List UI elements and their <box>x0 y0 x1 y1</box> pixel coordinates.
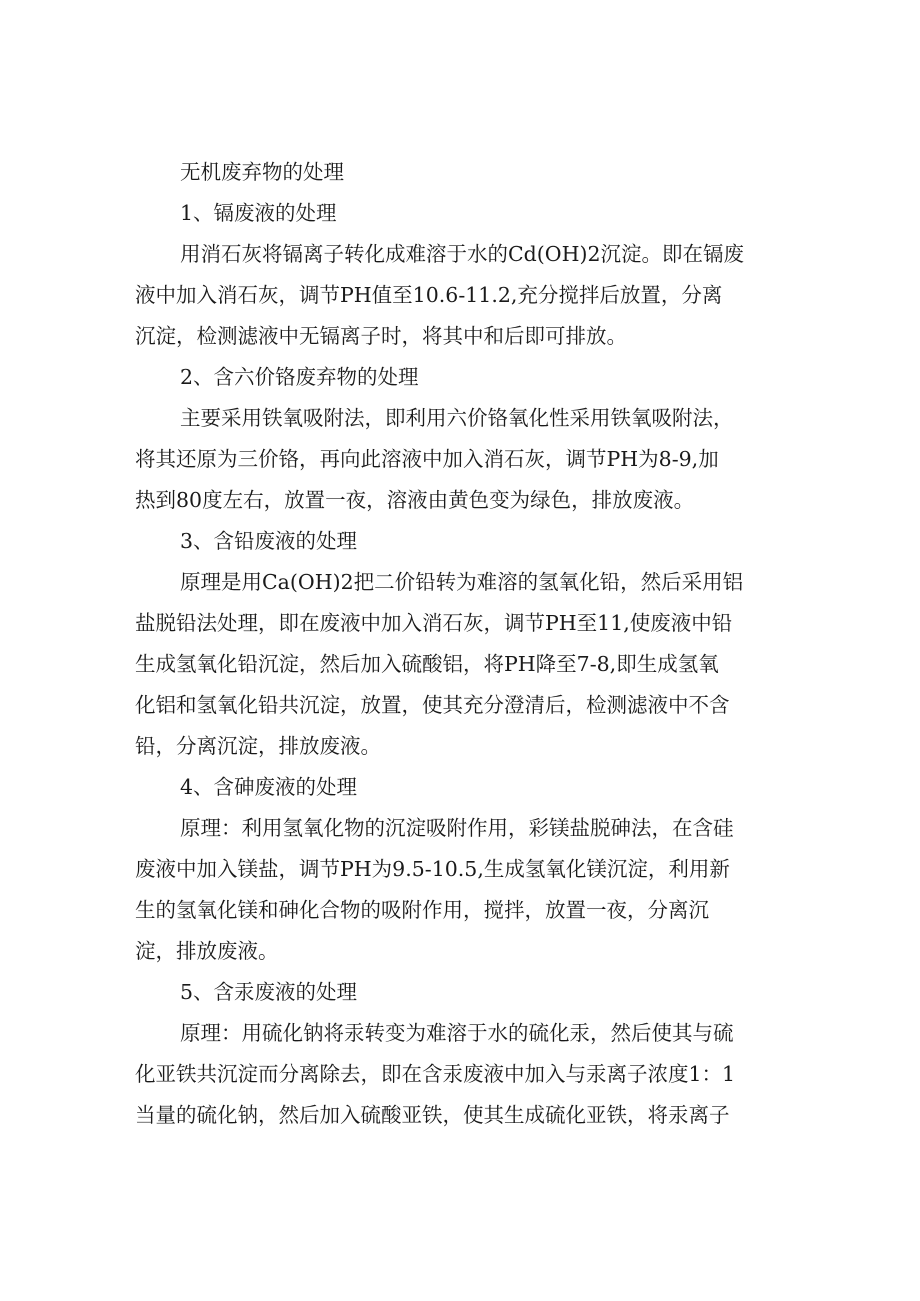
paragraph-line: 盐脱铅法处理，即在废液中加入消石灰，调节PH至11,使废液中铅 <box>135 611 733 635</box>
paragraph-line: 原理：利用氢氧化物的沉淀吸附作用，彩镁盐脱砷法，在含硅 <box>180 816 734 840</box>
paragraph-line: 生的氢氧化镁和砷化合物的吸附作用，搅拌，放置一夜，分离沉 <box>135 898 709 922</box>
paragraph-line: 淀，排放废液。 <box>135 939 279 963</box>
paragraph-line: 用消石灰将镉离子转化成难溶于水的Cd(OH)2沉淀。即在镉废 <box>180 242 745 266</box>
section-heading-arsenic: 4、含砷废液的处理 <box>180 775 358 799</box>
paragraph-line: 当量的硫化钠，然后加入硫酸亚铁，使其生成硫化亚铁，将汞离子 <box>135 1103 730 1127</box>
section-heading-lead: 3、含铅废液的处理 <box>180 529 358 553</box>
document-body <box>135 152 775 1136</box>
paragraph-line: 主要采用铁氧吸附法，即利用六价铬氧化性采用铁氧吸附法， <box>180 406 734 430</box>
paragraph-line: 原理是用Ca(OH)2把二价铅转为难溶的氢氧化铅，然后采用铝 <box>180 570 744 594</box>
document-title: 无机废弃物的处理 <box>180 160 344 184</box>
paragraph-line: 废液中加入镁盐，调节PH为9.5-10.5,生成氢氧化镁沉淀，利用新 <box>135 857 730 881</box>
paragraph-line: 液中加入消石灰，调节PH值至10.6-11.2,充分搅拌后放置，分离 <box>135 283 723 307</box>
paragraph-line: 化亚铁共沉淀而分离除去，即在含汞废液中加入与汞离子浓度1：1 <box>135 1062 736 1086</box>
paragraph-line: 化铝和氢氧化铅共沉淀，放置，使其充分澄清后，检测滤液中不含 <box>135 693 730 717</box>
paragraph-line: 沉淀，检测滤液中无镉离子时，将其中和后即可排放。 <box>135 324 627 348</box>
paragraph-line: 生成氢氧化铅沉淀，然后加入硫酸铝，将PH降至7-8,即生成氢氧 <box>135 652 719 676</box>
paragraph-line: 热到80度左右，放置一夜，溶液由黄色变为绿色，排放废液。 <box>135 488 695 512</box>
paragraph-line: 铅，分离沉淀，排放废液。 <box>135 734 381 758</box>
paragraph-line: 将其还原为三价铬，再向此溶液中加入消石灰，调节PH为8-9,加 <box>135 447 719 471</box>
section-heading-mercury: 5、含汞废液的处理 <box>180 980 358 1004</box>
section-heading-chromium: 2、含六价铬废弃物的处理 <box>180 365 419 389</box>
paragraph-line: 原理：用硫化钠将汞转变为难溶于水的硫化汞，然后使其与硫 <box>180 1021 734 1045</box>
section-heading-cadmium: 1、镉废液的处理 <box>180 201 337 225</box>
